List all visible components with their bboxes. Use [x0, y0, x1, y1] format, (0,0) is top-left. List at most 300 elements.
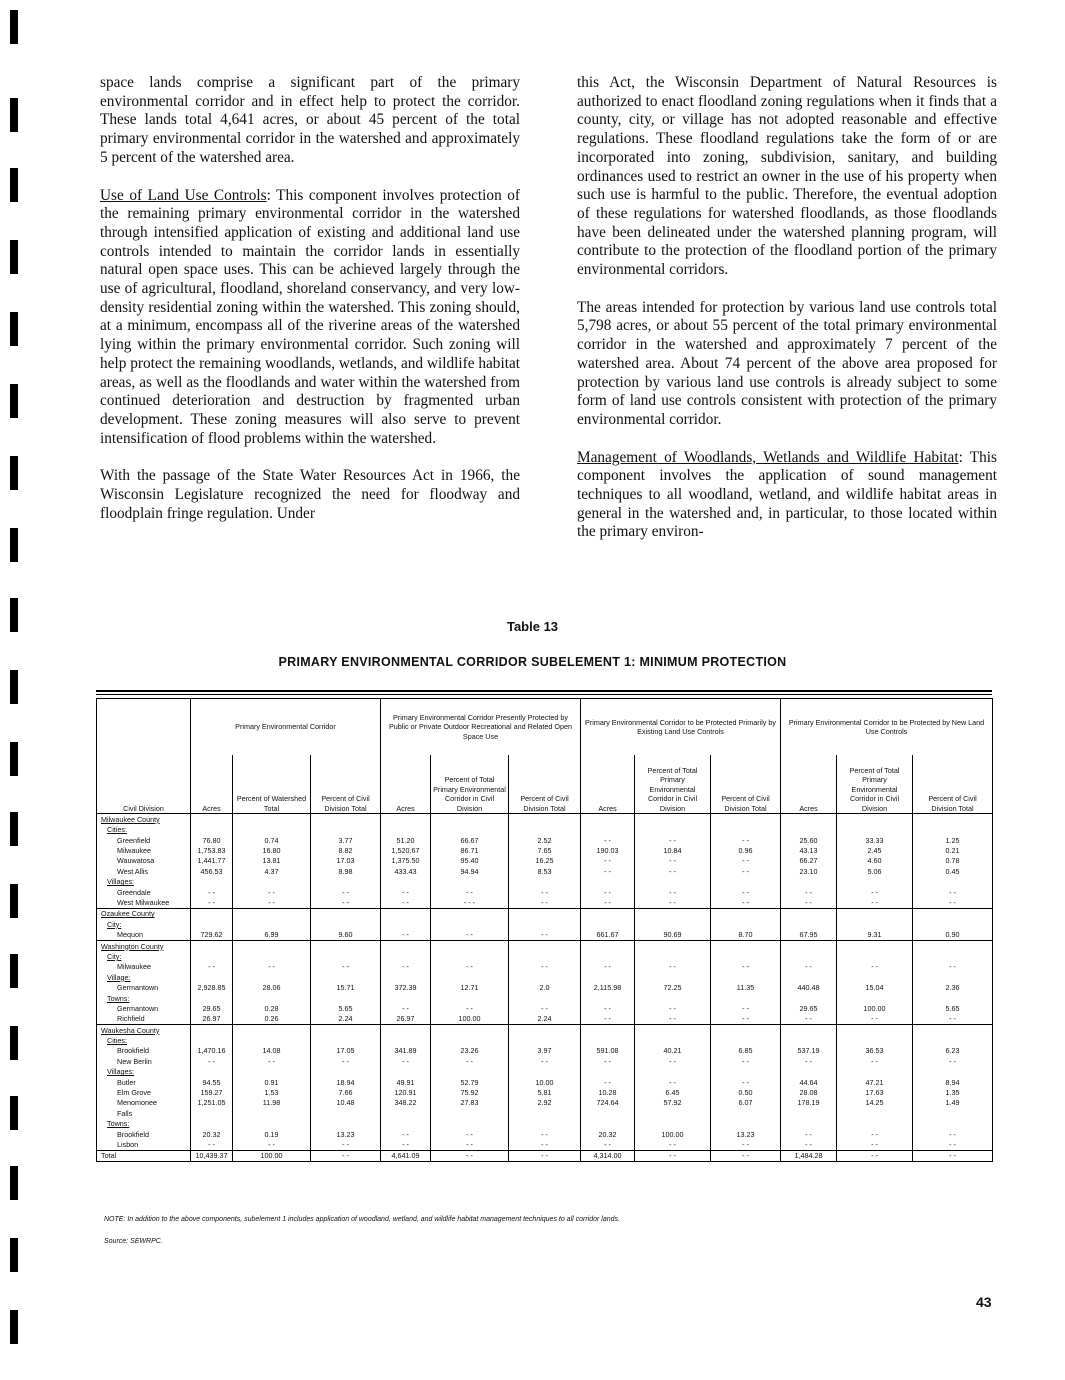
table-cell: - -: [581, 1003, 635, 1013]
table-cell: [431, 1118, 509, 1128]
table-row: [97, 1087, 993, 1097]
table-cell: [509, 1066, 581, 1076]
table-cell: 0.78: [913, 856, 993, 866]
column-header: Acres: [581, 755, 635, 814]
registration-mark: [10, 384, 18, 418]
table-cell: [191, 919, 233, 929]
registration-mark: [10, 1310, 18, 1344]
table-row: [97, 1139, 993, 1150]
table-cell: [781, 972, 837, 982]
registration-mark: [10, 812, 18, 846]
table-cell: [233, 908, 311, 919]
table-cell: [711, 1118, 781, 1128]
registration-mark: [10, 1166, 18, 1200]
paragraph: The areas intended for protection by various land use controls total 5,798 acres, or about 55 percent of the total primary environmental corridor in the watershed and approximately 7 percent of the watershed area. About 74 percent of the above area proposed for protection by various land use controls is already subject to some form of land use controls consistent with protection of the primary environmental corridor.: [577, 298, 997, 428]
column-header: Acres: [381, 755, 431, 814]
table-cell: - -: [635, 961, 711, 971]
table-cell: - -: [233, 897, 311, 908]
table-cell: [381, 908, 431, 919]
table-cell: [711, 824, 781, 834]
table-cell: [635, 951, 711, 961]
column-header: Percent of Total Primary Environmental Corridor in Civil Division: [837, 755, 913, 814]
table-cell: [581, 814, 635, 825]
table-cell: [837, 919, 913, 929]
table-cell: [431, 1066, 509, 1076]
table-row: [97, 1077, 993, 1087]
table-cell: - -: [381, 1003, 431, 1013]
table-cell: [635, 1066, 711, 1076]
table-cell: 26.97: [381, 1013, 431, 1024]
table-cell: [781, 1118, 837, 1128]
table-cell: - -: [781, 887, 837, 897]
table-cell: - -: [431, 1139, 509, 1150]
row-label: Brookfield: [97, 1046, 191, 1056]
table-row: [97, 1013, 993, 1024]
table-cell: 94.55: [191, 1077, 233, 1087]
table-cell: 10,439.37: [191, 1150, 233, 1161]
table-rule: [96, 690, 992, 692]
table-cell: [913, 951, 993, 961]
table-cell: [711, 908, 781, 919]
table-cell: 100.00: [233, 1150, 311, 1161]
table-cell: [781, 908, 837, 919]
table-cell: 2,115.98: [581, 982, 635, 992]
table-cell: [509, 1035, 581, 1045]
registration-mark: [10, 1026, 18, 1060]
group-header: Primary Environmental Corridor to be Protected by New Land Use Controls: [781, 699, 993, 756]
table-cell: - -: [635, 1150, 711, 1161]
row-label: Total: [97, 1150, 191, 1161]
table-cell: [509, 876, 581, 886]
header-cell: [97, 699, 191, 756]
table-cell: 36.53: [837, 1046, 913, 1056]
registration-marks: [10, 0, 20, 1380]
table-cell: [781, 1035, 837, 1045]
left-text-column: [100, 74, 520, 542]
table-cell: [381, 993, 431, 1003]
table-cell: - -: [431, 1150, 509, 1161]
table-cell: 120.91: [381, 1087, 431, 1097]
table-cell: 0.74: [233, 835, 311, 845]
table-cell: [191, 1108, 233, 1118]
table-cell: [381, 876, 431, 886]
table-cell: [381, 972, 431, 982]
table-row: [97, 1066, 993, 1076]
table-cell: [431, 972, 509, 982]
table-cell: - -: [581, 1013, 635, 1024]
table-cell: [711, 1066, 781, 1076]
table-cell: 8.98: [311, 866, 381, 876]
table-cell: 13.23: [311, 1129, 381, 1139]
table-row: [97, 1035, 993, 1045]
table-row: [97, 982, 993, 992]
table-cell: [191, 824, 233, 834]
table-cell: - -: [711, 1139, 781, 1150]
table-cell: [913, 1024, 993, 1035]
table-cell: 5.65: [913, 1003, 993, 1013]
table-row: [97, 1150, 993, 1161]
table-cell: 6.45: [635, 1087, 711, 1097]
table-group-header-row: [97, 699, 993, 756]
group-header: Primary Environmental Corridor to be Protected Primarily by Existing Land Use Controls: [581, 699, 781, 756]
table-cell: 456.53: [191, 866, 233, 876]
table-cell: [913, 919, 993, 929]
table-cell: [233, 1066, 311, 1076]
table-cell: 1.25: [913, 835, 993, 845]
table-cell: 0.96: [711, 845, 781, 855]
table-cell: 0.19: [233, 1129, 311, 1139]
table-cell: [581, 993, 635, 1003]
registration-mark: [10, 742, 18, 776]
table-cell: [233, 993, 311, 1003]
table-cell: - -: [509, 929, 581, 940]
table-cell: - -: [913, 961, 993, 971]
table-cell: - -: [509, 1139, 581, 1150]
column-header: Acres: [191, 755, 233, 814]
table-cell: [431, 1035, 509, 1045]
table-cell: [509, 951, 581, 961]
row-label: City:: [97, 951, 191, 961]
row-label: Butler: [97, 1077, 191, 1087]
table-cell: [431, 951, 509, 961]
column-header: Percent of Total Primary Environmental Corridor in Civil Division: [635, 755, 711, 814]
table-cell: - -: [509, 887, 581, 897]
table-cell: - -: [781, 1129, 837, 1139]
table-cell: - -: [509, 961, 581, 971]
table-cell: [191, 951, 233, 961]
registration-mark: [10, 240, 18, 274]
table-cell: - -: [233, 887, 311, 897]
table-cell: 66.67: [431, 835, 509, 845]
table-cell: [509, 824, 581, 834]
row-label: Towns:: [97, 993, 191, 1003]
table-cell: 7.65: [509, 845, 581, 855]
table-cell: - -: [711, 866, 781, 876]
table-rule: [96, 694, 992, 695]
table-cell: 9.31: [837, 929, 913, 940]
table-cell: [837, 951, 913, 961]
table-cell: [581, 940, 635, 951]
table-cell: [913, 908, 993, 919]
table-cell: [233, 919, 311, 929]
table-cell: [711, 1108, 781, 1118]
table-cell: [381, 919, 431, 929]
table-row: [97, 972, 993, 982]
table-cell: - -: [781, 897, 837, 908]
table-cell: 433.43: [381, 866, 431, 876]
table-cell: [635, 908, 711, 919]
table-cell: [233, 876, 311, 886]
table-cell: [311, 940, 381, 951]
table-cell: [381, 951, 431, 961]
table-cell: [431, 814, 509, 825]
table-cell: - -: [711, 887, 781, 897]
table-cell: 13.81: [233, 856, 311, 866]
table-row: [97, 876, 993, 886]
table-cell: 43.13: [781, 845, 837, 855]
table-cell: - -: [635, 856, 711, 866]
table-cell: [191, 940, 233, 951]
table-cell: [311, 1118, 381, 1128]
table-cell: 26.97: [191, 1013, 233, 1024]
table-cell: - -: [233, 1139, 311, 1150]
table-cell: - -: [381, 1129, 431, 1139]
registration-mark: [10, 10, 18, 44]
table-cell: [635, 876, 711, 886]
table-cell: - -: [635, 1077, 711, 1087]
table-cell: 15.71: [311, 982, 381, 992]
table-cell: - -: [581, 835, 635, 845]
table-cell: [635, 814, 711, 825]
table-cell: 4,641.09: [381, 1150, 431, 1161]
row-label: Cities:: [97, 1035, 191, 1045]
table-cell: [431, 908, 509, 919]
table-cell: [837, 908, 913, 919]
table-cell: - -: [635, 1003, 711, 1013]
table-cell: [191, 1118, 233, 1128]
table-cell: - -: [581, 1139, 635, 1150]
table-cell: 1,520.67: [381, 845, 431, 855]
table-cell: - -: [635, 887, 711, 897]
table-cell: 10.48: [311, 1098, 381, 1108]
table-cell: 0.91: [233, 1077, 311, 1087]
table-cell: 5.81: [509, 1087, 581, 1097]
table-cell: 1,441.77: [191, 856, 233, 866]
table-cell: - -: [509, 1150, 581, 1161]
table-cell: [837, 1066, 913, 1076]
table-cell: 67.95: [781, 929, 837, 940]
table-cell: - -: [191, 897, 233, 908]
table-cell: 3.77: [311, 835, 381, 845]
table-cell: 2.52: [509, 835, 581, 845]
table-cell: [711, 919, 781, 929]
table-cell: [581, 972, 635, 982]
table-row: [97, 887, 993, 897]
table-cell: - -: [381, 897, 431, 908]
table-cell: [837, 972, 913, 982]
registration-mark: [10, 954, 18, 988]
table-cell: 10.00: [509, 1077, 581, 1087]
table-number: Table 13: [506, 619, 559, 634]
table-cell: [781, 876, 837, 886]
row-label: Waukesha County: [97, 1024, 191, 1035]
row-label: Cities:: [97, 824, 191, 834]
table-cell: 47.21: [837, 1077, 913, 1087]
table-cell: [509, 993, 581, 1003]
table-cell: 4.37: [233, 866, 311, 876]
table-row: [97, 1056, 993, 1066]
table-row: [97, 908, 993, 919]
table-cell: [381, 1066, 431, 1076]
table-cell: [431, 876, 509, 886]
table-cell: 2.92: [509, 1098, 581, 1108]
table-cell: [311, 1024, 381, 1035]
table-cell: - -: [837, 1129, 913, 1139]
table-cell: 1.53: [233, 1087, 311, 1097]
table-cell: - -: [381, 929, 431, 940]
table-row: [97, 897, 993, 908]
table-cell: [431, 1024, 509, 1035]
table-cell: 14.08: [233, 1046, 311, 1056]
table-cell: 20.32: [191, 1129, 233, 1139]
table-cell: - -: [635, 897, 711, 908]
row-label: Germantown: [97, 982, 191, 992]
row-label: Lisbon: [97, 1139, 191, 1150]
table-cell: 2.24: [311, 1013, 381, 1024]
column-header: Percent of Civil Division Total: [711, 755, 781, 814]
row-label: New Berlin: [97, 1056, 191, 1066]
table-cell: [311, 814, 381, 825]
table-cell: - -: [311, 1139, 381, 1150]
table-cell: 44.64: [781, 1077, 837, 1087]
table-cell: 28.08: [781, 1087, 837, 1097]
table-cell: 1,753.83: [191, 845, 233, 855]
table-cell: [913, 972, 993, 982]
column-header: Percent of Civil Division Total: [913, 755, 993, 814]
table-cell: - -: [311, 961, 381, 971]
table-row: [97, 1118, 993, 1128]
table-cell: 40.21: [635, 1046, 711, 1056]
table-cell: [837, 824, 913, 834]
table-cell: 11.35: [711, 982, 781, 992]
table-cell: [233, 1024, 311, 1035]
table-cell: 1.49: [913, 1098, 993, 1108]
table-cell: [711, 972, 781, 982]
table-cell: 0.50: [711, 1087, 781, 1097]
table-row: [97, 814, 993, 825]
table-cell: - -: [311, 1056, 381, 1066]
table-cell: [233, 1108, 311, 1118]
table-cell: - -: [913, 887, 993, 897]
table-cell: 0.28: [233, 1003, 311, 1013]
table-cell: - -: [837, 1056, 913, 1066]
table-cell: [837, 1035, 913, 1045]
column-header: Percent of Total Primary Environmental Corridor in Civil Division: [431, 755, 509, 814]
table-cell: [311, 993, 381, 1003]
table-cell: [635, 940, 711, 951]
table-cell: - -: [913, 897, 993, 908]
table-cell: [635, 1035, 711, 1045]
table-row: [97, 961, 993, 971]
paragraph: this Act, the Wisconsin Department of Natural Resources is authorized to enact floodland zoning regulations when it finds that a county, city, or village has not adopted reasonable and effective regulations. These floodland regulations take the form of or are incorporated into zoning, subdivision, sanitary, and building ordinances used to restrict an owner in the use of his property when such use is harmful to the public. Therefore, the eventual adoption of these regulations for watershed floodlands, as those floodlands have been delineated under the watershed planning program, will contribute to the protection of the floodland portion of the primary environmental corridors.: [577, 74, 997, 279]
table-cell: [233, 972, 311, 982]
table-cell: 15.04: [837, 982, 913, 992]
table-cell: 348.22: [381, 1098, 431, 1108]
row-label: Menomonee: [97, 1098, 191, 1108]
table-cell: [191, 972, 233, 982]
table-cell: 52.79: [431, 1077, 509, 1087]
table-cell: 29.65: [781, 1003, 837, 1013]
table-cell: 6.85: [711, 1046, 781, 1056]
table-cell: - -: [837, 887, 913, 897]
table-cell: [837, 1118, 913, 1128]
table-cell: 94.94: [431, 866, 509, 876]
table-cell: - -: [711, 835, 781, 845]
table-cell: [381, 940, 431, 951]
table-cell: 372.39: [381, 982, 431, 992]
table-cell: [311, 1108, 381, 1118]
table-cell: - -: [837, 1139, 913, 1150]
table-cell: - -: [913, 1013, 993, 1024]
table-cell: 20.32: [581, 1129, 635, 1139]
data-table: [96, 698, 993, 1162]
table-cell: 57.92: [635, 1098, 711, 1108]
table-cell: - -: [913, 1139, 993, 1150]
registration-mark: [10, 1096, 18, 1130]
registration-mark: [10, 98, 18, 132]
table-cell: - -: [837, 897, 913, 908]
table-row: [97, 1024, 993, 1035]
table-row: [97, 845, 993, 855]
table-cell: 537.19: [781, 1046, 837, 1056]
table-cell: [381, 1118, 431, 1128]
table-cell: 25.60: [781, 835, 837, 845]
table-cell: [711, 993, 781, 1003]
table-cell: [581, 1108, 635, 1118]
row-label: Villages:: [97, 1066, 191, 1076]
table-row: [97, 1098, 993, 1108]
table-cell: 14.25: [837, 1098, 913, 1108]
table-cell: 5.06: [837, 866, 913, 876]
table-cell: 9.60: [311, 929, 381, 940]
table-cell: - -: [711, 856, 781, 866]
table-cell: 11.98: [233, 1098, 311, 1108]
row-label: City:: [97, 919, 191, 929]
table-cell: [191, 1035, 233, 1045]
table-cell: - -: [711, 961, 781, 971]
table-cell: 18.94: [311, 1077, 381, 1087]
table-cell: [581, 1035, 635, 1045]
row-label: Greenfield: [97, 835, 191, 845]
registration-mark: [10, 168, 18, 202]
table-cell: 10.28: [581, 1087, 635, 1097]
table-body: [97, 814, 993, 1162]
table-cell: [191, 993, 233, 1003]
table-cell: [381, 1108, 431, 1118]
table-cell: - -: [233, 1056, 311, 1066]
table-source: Source: SEWRPC.: [104, 1238, 163, 1245]
table-cell: [781, 951, 837, 961]
row-label: Village:: [97, 972, 191, 982]
table-cell: - -: [509, 1129, 581, 1139]
table-cell: [431, 940, 509, 951]
table-cell: [581, 1118, 635, 1128]
table-cell: - -: [381, 961, 431, 971]
table-cell: 3.97: [509, 1046, 581, 1056]
table-cell: - -: [311, 897, 381, 908]
table-cell: - -: [431, 887, 509, 897]
table-cell: 100.00: [635, 1129, 711, 1139]
table-cell: [781, 814, 837, 825]
table-cell: - -: [635, 1013, 711, 1024]
table-cell: [581, 1024, 635, 1035]
table-cell: - -: [837, 1013, 913, 1024]
table-cell: [581, 824, 635, 834]
table-row: [97, 1003, 993, 1013]
table-cell: - -: [191, 961, 233, 971]
table-cell: - -: [781, 961, 837, 971]
row-label: Villages:: [97, 876, 191, 886]
table-row: [97, 1129, 993, 1139]
table-cell: [509, 1024, 581, 1035]
table-cell: [711, 876, 781, 886]
table-cell: [581, 876, 635, 886]
table-cell: 95.40: [431, 856, 509, 866]
table-cell: - -: [311, 1150, 381, 1161]
table-cell: [381, 1035, 431, 1045]
table-cell: - -: [581, 866, 635, 876]
right-text-column: [577, 74, 997, 561]
